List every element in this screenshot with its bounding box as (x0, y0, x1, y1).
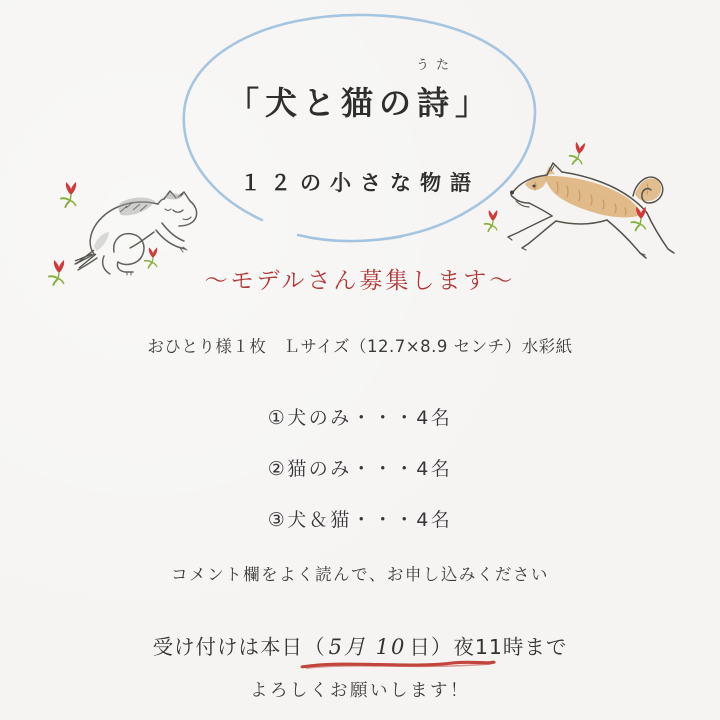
closing-line: よろしくお願いします！ (250, 681, 470, 701)
title-open-bracket: 「 (226, 84, 265, 122)
title-furigana: うた (415, 58, 457, 73)
deadline-line (0, 630, 720, 661)
red-underline (299, 657, 497, 670)
flyer-subtitle: １２の小さな物語 (240, 171, 480, 195)
spec-line: おひとり様１枚 Ｌサイズ（12.7×8.9 センチ）水彩紙 (147, 337, 573, 356)
tulip-flower (58, 180, 84, 210)
tulip-flower (629, 205, 654, 234)
title-ruby-group (415, 58, 457, 124)
title-close-bracket: 」 (455, 84, 494, 122)
flyer-title (0, 58, 720, 124)
deadline-paren-open: （ (304, 635, 326, 659)
tulip-flower (566, 139, 593, 169)
option-dog-only: ①犬のみ・・・4名 (267, 407, 453, 429)
deadline-date-group (303, 630, 453, 661)
title-main-text: 犬と猫の (264, 84, 417, 122)
deadline-paren-close: ） (430, 635, 453, 659)
option-dog-and-cat: ③犬＆猫・・・4名 (267, 509, 453, 531)
deadline-unit: 日 (409, 635, 431, 659)
deadline-prefix: 受け付けは本日 (152, 635, 304, 659)
option-cat-only: ②猫のみ・・・4名 (267, 458, 453, 480)
deadline-suffix: 夜11時まで (453, 635, 568, 659)
comment-note: コメント欄をよく読んで、お申し込みください (171, 565, 549, 584)
tulip-flower (482, 208, 504, 234)
deadline-handwritten-date: 5月 10 (328, 635, 407, 659)
option-list (0, 403, 720, 532)
title-ruby-base: 詩 (417, 84, 456, 122)
recruit-heading: 〜モデルさん募集します〜 (204, 268, 516, 294)
